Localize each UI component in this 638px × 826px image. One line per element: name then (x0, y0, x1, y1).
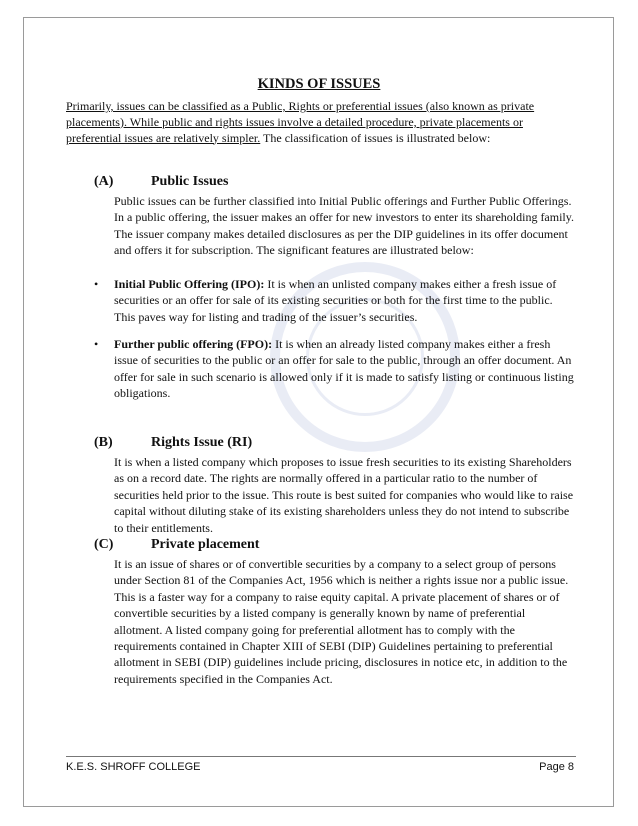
section-code: (B) (94, 435, 113, 450)
bullet-term: Further public offering (FPO): (114, 337, 273, 351)
bullet-marker: • (94, 337, 99, 351)
section-title: Private placement (151, 537, 260, 552)
page-title: KINDS OF ISSUES (257, 76, 381, 92)
bullet-term: Initial Public Offering (IPO): (114, 277, 265, 291)
bullet-text: It is when an already listed company makes either a fresh issue of securities to the public or an offer for sale to the public, through an offer document. An offer for sale in such scenario is allowed only if it is made to satisfy listing or continuous listing obligations. (114, 337, 574, 401)
section-code: (C) (94, 537, 114, 552)
section-title: Public Issues (151, 174, 229, 189)
section-a-text: Public issues can be further classified into Initial Public offerings and Further Public Offerings. In a public offering, the issuer makes an offer for new investors to enter its shareholding family. The issuer company makes detailed disclosures as per the DIP guidelines in its offer document and offers it for subscription. The significant features are illustrated below: (114, 194, 574, 258)
intro-rest-text: The classification of issues is illustrated below: (260, 130, 491, 145)
section-title: Rights Issue (RI) (151, 435, 253, 450)
section-b-text: It is when a listed company which proposes to issue fresh securities to its existing Shareholders as on a record date. The rights are normally offered in a particular ratio to the number of securities held prior to the issue. This route is best suited for companies who would like to raise capital without diluting stake of its existing shareholders unless they do not intend to subscribe to their entitlements. (114, 455, 574, 535)
footer-page-number: Page 8 (539, 761, 574, 773)
intro-paragraph (66, 99, 576, 146)
section-a-heading (94, 174, 228, 190)
footer-college-name: K.E.S. SHROFF COLLEGE (66, 761, 201, 773)
bullet-fpo (94, 336, 576, 402)
section-code: (A) (94, 174, 114, 189)
section-c-text: It is an issue of shares or of convertible securities by a company to a select group of persons under Section 81 of the Companies Act, 1956 which is neither a rights issue nor a public issue. This is a faster way for a company to raise equity capital. A private placement of shares or of convertible securities by a listed company is generally known by name of preferential allotment. A listed company going for preferential allotment has to comply with the requirements contained in Chapter XIII of SEBI (DIP) Guidelines pertaining to preferential allotment in SEBI (DIP) guidelines include pricing, disclosures in notice etc, in addition to the requirements specified in the Companies Act. (114, 557, 569, 686)
bullet-text: It is when an unlisted company makes either a fresh issue of securities or an offer for sale of its existing securities or both for the first time to the public. This paves way for listing and trading of the issuer’s securities. (114, 277, 557, 324)
footer-divider (66, 756, 576, 757)
section-b-heading (94, 435, 252, 451)
section-c-heading (94, 537, 259, 553)
bullet-ipo (94, 276, 576, 325)
intro-underlined-text: Primarily, issues can be classified as a Public, Rights or preferential issues (also known as private placements). While public and rights issues involve a detailed procedure, private placements or preferential issues are relatively simpler. (66, 99, 535, 145)
bullet-marker: • (94, 277, 99, 291)
